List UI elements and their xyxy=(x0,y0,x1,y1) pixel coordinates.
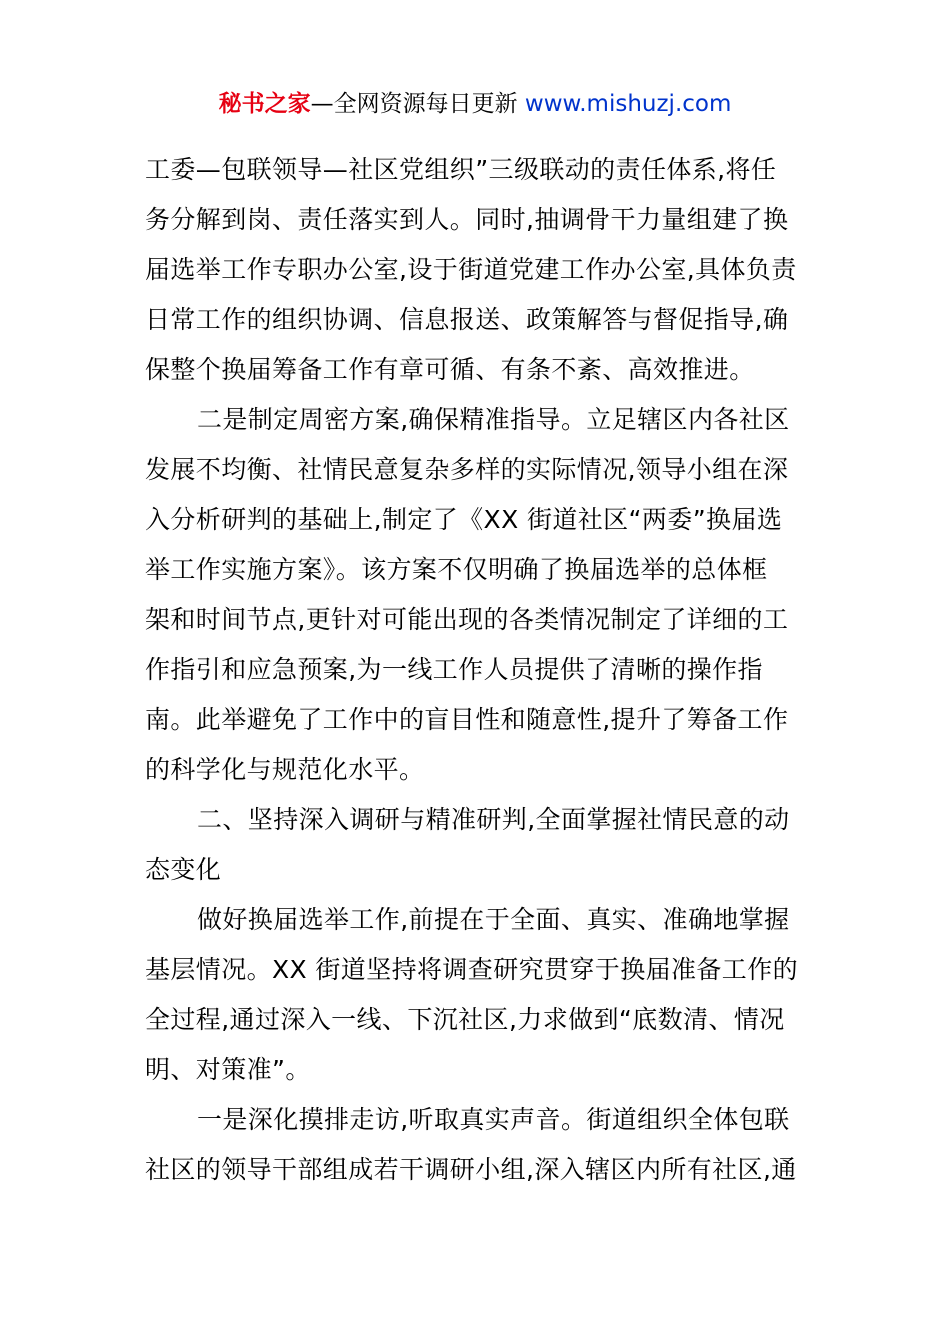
text-line: 社区的领导干部组成若干调研小组,深入辖区内所有社区,通 xyxy=(145,1155,797,1184)
paragraph-start-line: 一是深化摸排走访,听取真实声音。街道组织全体包联 xyxy=(197,1105,790,1134)
text-line: 发展不均衡、社情民意复杂多样的实际情况,领导小组在深 xyxy=(145,455,789,484)
text-line: 入分析研判的基础上,制定了《XX 街道社区“两委”换届选 xyxy=(145,505,783,534)
text-line: 日常工作的组织协调、信息报送、政策解答与督促指导,确 xyxy=(145,305,789,334)
page-header xyxy=(0,88,950,120)
text-line: 基层情况。XX 街道坚持将调查研究贯穿于换届准备工作的 xyxy=(145,955,799,984)
text-line: 举工作实施方案》。该方案不仅明确了换届选举的总体框 xyxy=(145,555,768,584)
text-line: 南。此举避免了工作中的盲目性和随意性,提升了筹备工作 xyxy=(145,705,789,734)
text-line: 的科学化与规范化水平。 xyxy=(145,755,425,784)
text-line: 保整个换届筹备工作有章可循、有条不紊、高效推进。 xyxy=(145,355,755,384)
text-line: 作指引和应急预案,为一线工作人员提供了清晰的操作指 xyxy=(145,655,763,684)
text-line: 架和时间节点,更针对可能出现的各类情况制定了详细的工 xyxy=(145,605,789,634)
text-line: 全过程,通过深入一线、下沉社区,力求做到“底数清、情况 xyxy=(145,1005,785,1034)
section-heading-continued: 态变化 xyxy=(145,855,222,884)
text-line: 工委—包联领导—社区党组织”三级联动的责任体系,将任 xyxy=(145,155,777,184)
website-link[interactable]: www.mishuzj.com xyxy=(524,91,732,117)
header-tagline: —全网资源每日更新 xyxy=(310,91,525,117)
text-line: 届选举工作专职办公室,设于街道党建工作办公室,具体负责 xyxy=(145,255,797,284)
paragraph-start-line: 二是制定周密方案,确保精准指导。立足辖区内各社区 xyxy=(197,405,790,434)
paragraph-start-line: 做好换届选举工作,前提在于全面、真实、准确地掌握 xyxy=(197,905,790,934)
brand-name: 秘书之家 xyxy=(218,91,311,117)
document-body xyxy=(145,145,813,1195)
section-heading: 二、坚持深入调研与精准研判,全面掌握社情民意的动 xyxy=(197,805,790,834)
text-line: 务分解到岗、责任落实到人。同时,抽调骨干力量组建了换 xyxy=(145,205,789,234)
text-line: 明、对策准”。 xyxy=(145,1055,311,1084)
